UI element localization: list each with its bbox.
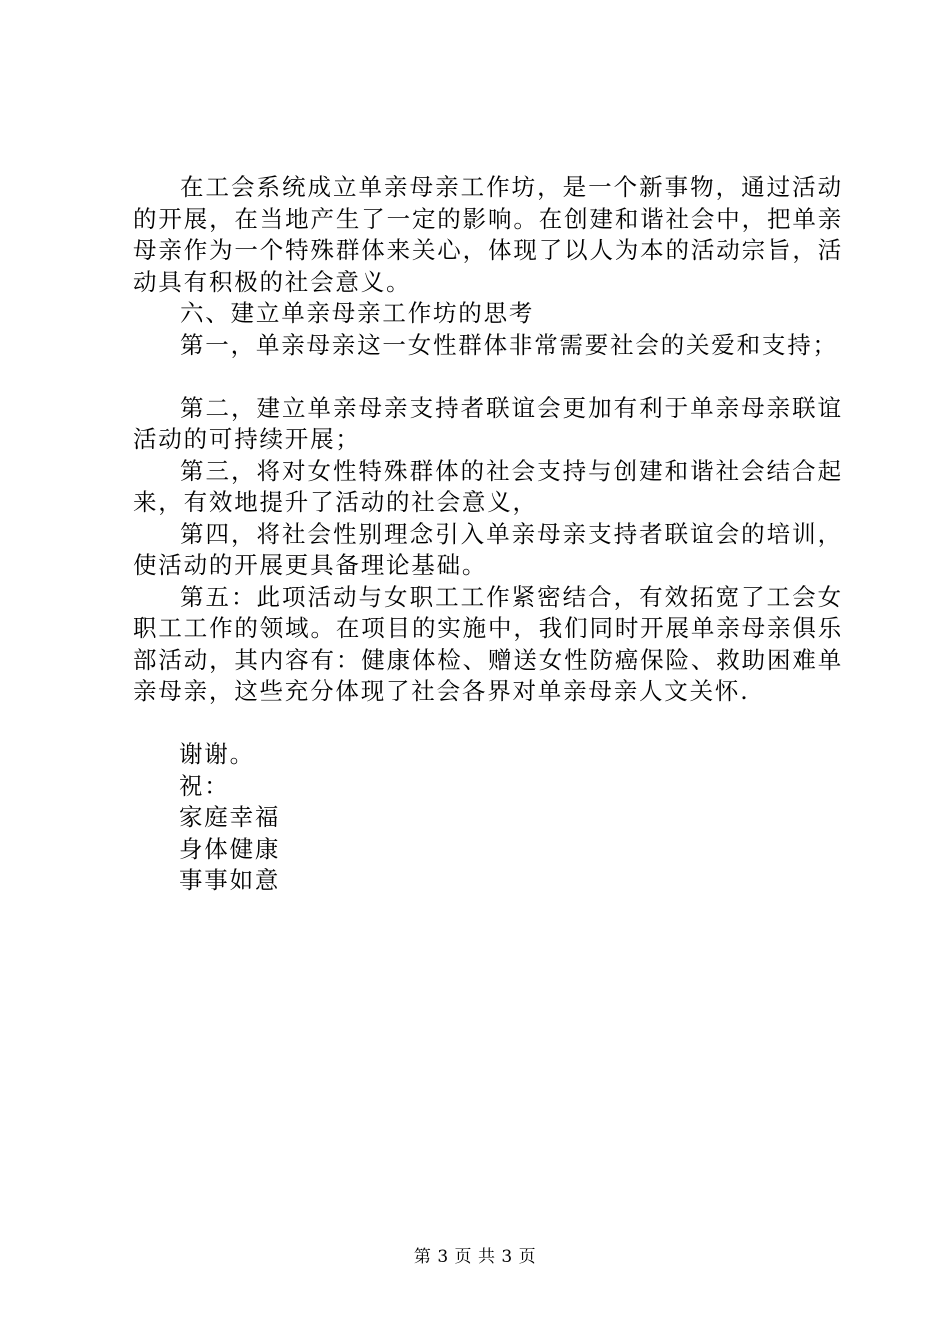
- point-two: 第二，建立单亲母亲支持者联谊会更加有利于单亲母亲联谊活动的可持续开展；: [133, 393, 843, 453]
- closing-wish: 祝：: [179, 771, 230, 800]
- point-five: 第五：此项活动与女职工工作紧密结合，有效拓宽了工会女职工工作的领域。在项目的实施中，我们同时开展单亲母亲俱乐部活动，其内容有：健康体检、赠送女性防癌保险、救助困难单亲母亲，这些充分体现了社会各界对单亲母亲人文关怀.: [133, 582, 843, 705]
- closing-line-health: 身体健康: [179, 834, 281, 863]
- document-body: [133, 172, 843, 897]
- closing-line-wish: 事事如意: [179, 866, 281, 894]
- closing-thanks: 谢谢。: [179, 740, 255, 768]
- point-one: 第一，单亲母亲这一女性群体非常需要社会的关爱和支持；: [180, 330, 838, 359]
- closing-line-family: 家庭幸福: [179, 803, 281, 831]
- point-three: 第三，将对女性特殊群体的社会支持与创建和谐社会结合起来，有效地提升了活动的社会意义，: [133, 456, 843, 516]
- section-heading: 六、建立单亲母亲工作坊的思考: [180, 299, 535, 327]
- spacer: [133, 708, 843, 740]
- spacer: [133, 361, 843, 393]
- point-four: 第四，将社会性别理念引入单亲母亲支持者联谊会的培训，使活动的开展更具备理论基础。: [133, 519, 843, 579]
- paragraph-intro: 在工会系统成立单亲母亲工作坊，是一个新事物，通过活动的开展，在当地产生了一定的影响。在创建和谐社会中，把单亲母亲作为一个特殊群体来关心，体现了以人为本的活动宗旨，活动具有积极的社会意义。: [133, 173, 843, 296]
- page-number-footer: 第 3 页 共 3 页: [413, 1247, 537, 1267]
